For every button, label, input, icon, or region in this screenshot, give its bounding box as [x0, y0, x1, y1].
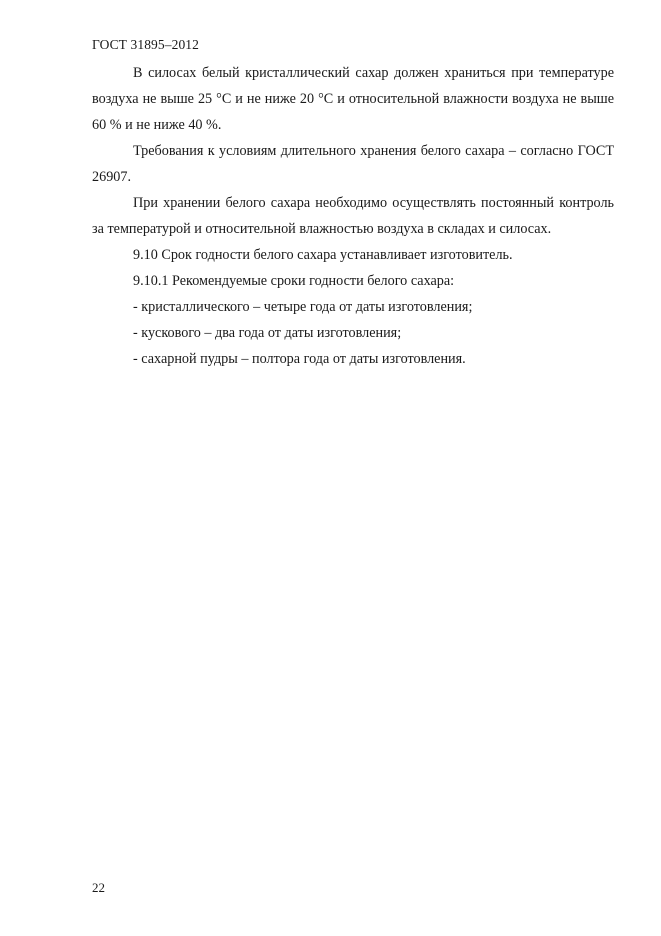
list-item-lump: - кускового – два года от даты изготовления;	[133, 325, 402, 341]
clause-9-10: 9.10 Срок годности белого сахара устанавливает изготовитель.	[133, 247, 513, 263]
running-header: ГОСТ 31895–2012	[92, 37, 200, 52]
paragraph-storage-conditions: В силосах белый кристаллический сахар должен храниться при температуре воздуха не выше 25 °С и не ниже 20 °С и относительной влажности воздуха не выше 60 % и не ниже 40 %.	[92, 65, 614, 133]
list-item-crystalline: - кристаллического – четыре года от даты изготовления;	[133, 299, 473, 315]
document-body	[92, 60, 614, 372]
page-number: 22	[92, 880, 105, 895]
paragraph-monitoring: При хранении белого сахара необходимо осуществлять постоянный контроль за температурой и относительной влажностью воздуха в складах и силосах.	[92, 195, 614, 237]
paragraph-long-term-storage: Требования к условиям длительного хранения белого сахара – согласно ГОСТ 26907.	[92, 143, 614, 185]
list-item-powder: - сахарной пудры – полтора года от даты изготовления.	[133, 351, 466, 367]
clause-9-10-1: 9.10.1 Рекомендуемые сроки годности белого сахара:	[133, 273, 455, 289]
